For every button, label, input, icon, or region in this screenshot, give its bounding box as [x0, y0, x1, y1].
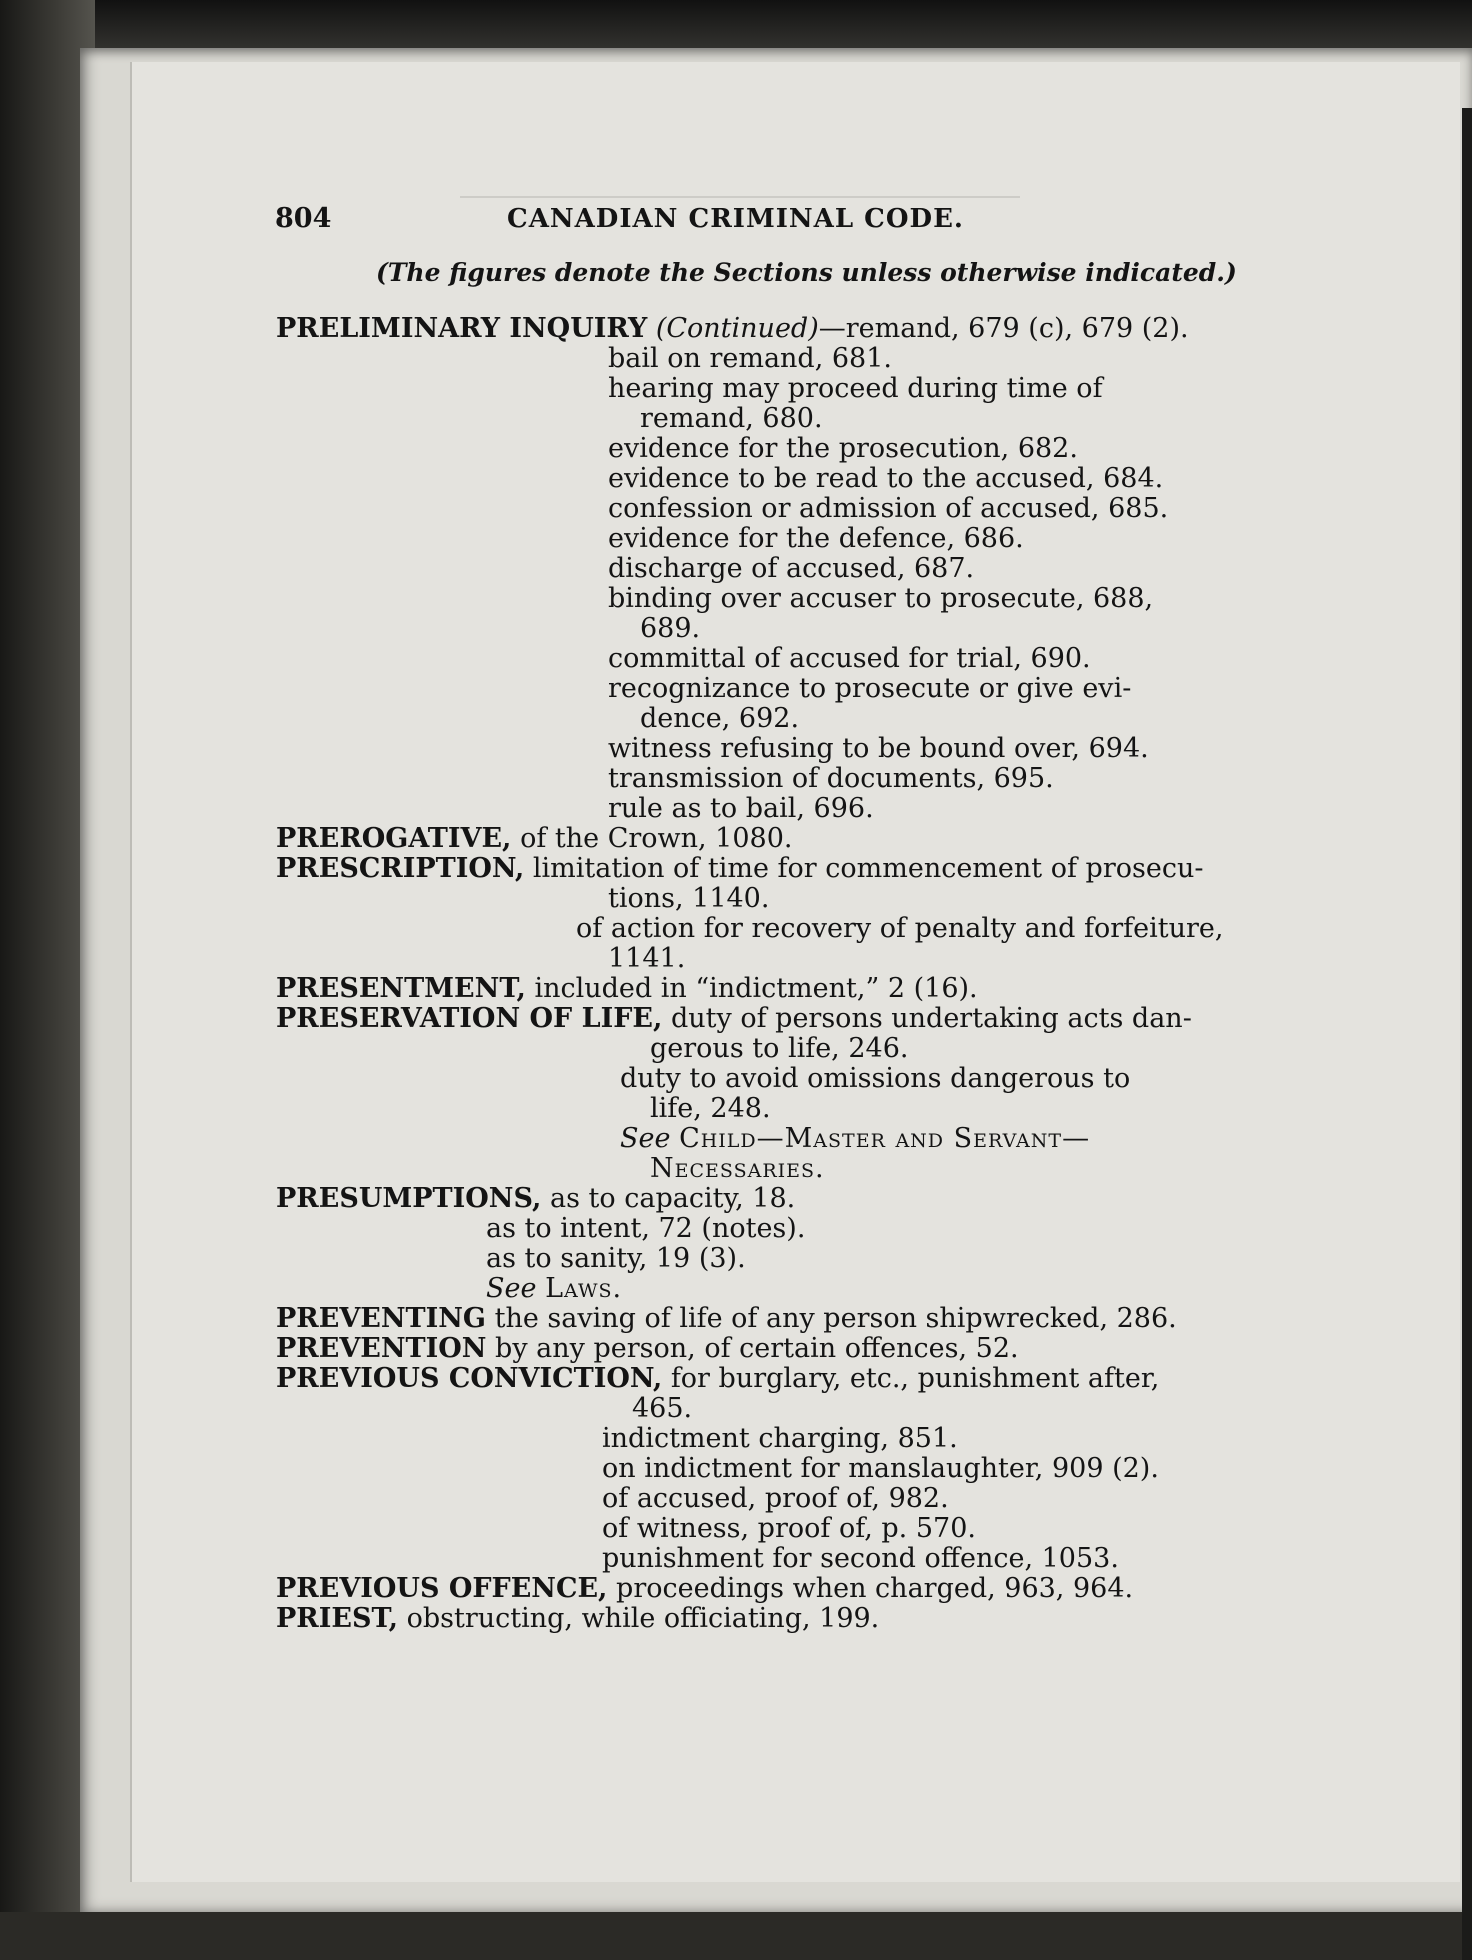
- subentry: committal of accused for trial, 690.: [608, 643, 1091, 674]
- entry-previous-conviction: [276, 1364, 1159, 1394]
- entry-preventing: [276, 1304, 1177, 1334]
- continued-mark: (Continued): [655, 313, 819, 344]
- subentry: punishment for second offence, 1053.: [602, 1543, 1119, 1574]
- entry-prerogative: [276, 824, 792, 854]
- entry-text: of the Crown, 1080.: [520, 823, 793, 854]
- subentry: discharge of accused, 687.: [608, 553, 975, 584]
- see-reference: [486, 1274, 622, 1304]
- entry-text: as to capacity, 18.: [550, 1183, 796, 1214]
- bleed-through-mark: [460, 178, 1020, 198]
- entry-preliminary-inquiry: [276, 314, 1189, 344]
- subentry: indictment charging, 851.: [602, 1423, 958, 1454]
- entry-text: the saving of life of any person shipwrecked, 286.: [494, 1303, 1177, 1334]
- subentry: of witness, proof of, p. 570.: [602, 1513, 976, 1544]
- entry-presumptions: [276, 1184, 795, 1214]
- book-page: [80, 48, 1472, 1912]
- entry-head: PREROGATIVE,: [276, 823, 512, 854]
- entry-head: PRESENTMENT,: [276, 973, 526, 1004]
- subentry: hearing may proceed during time of: [608, 373, 1103, 404]
- entry-text: proceedings when charged, 963, 964.: [616, 1573, 1134, 1604]
- subentry: gerous to life, 246.: [650, 1033, 909, 1064]
- entry-text: by any person, of certain offences, 52.: [495, 1333, 1019, 1364]
- subentry: 689.: [640, 613, 701, 644]
- entry-head: PRIEST,: [276, 1603, 398, 1634]
- page-right-edge: [1462, 108, 1472, 1960]
- subentry: evidence to be read to the accused, 684.: [608, 463, 1164, 494]
- entry-head: PREVENTING: [276, 1303, 486, 1334]
- subentry: dence, 692.: [640, 703, 800, 734]
- subentry: as to intent, 72 (notes).: [486, 1213, 806, 1244]
- see-reference: [620, 1124, 1090, 1154]
- see-target: Child—Master and Servant—: [679, 1123, 1091, 1154]
- entry-text: for burglary, etc., punishment after,: [670, 1363, 1160, 1394]
- entry-head: PREVIOUS OFFENCE,: [276, 1573, 608, 1604]
- entry-text: —remand, 679 (c), 679 (2).: [818, 313, 1189, 344]
- subentry: bail on remand, 681.: [608, 343, 893, 374]
- subentry: 1141.: [608, 943, 686, 974]
- see-word: See: [486, 1273, 537, 1304]
- subentry: rule as to bail, 696.: [608, 793, 874, 824]
- subentry: recognizance to prosecute or give evi-: [608, 673, 1132, 704]
- entry-text: limitation of time for commencement of prosecu-: [532, 853, 1204, 884]
- entry-prescription: [276, 854, 1203, 884]
- entry-preservation-of-life: [276, 1004, 1192, 1034]
- entry-text: included in “indictment,” 2 (16).: [534, 973, 978, 1004]
- entry-head: PREVIOUS CONVICTION,: [276, 1363, 663, 1394]
- subentry: tions, 1140.: [608, 883, 770, 914]
- subentry: confession or admission of accused, 685.: [608, 493, 1169, 524]
- subentry: on indictment for manslaughter, 909 (2).: [602, 1453, 1159, 1484]
- subentry: remand, 680.: [640, 403, 823, 434]
- entry-head: PRESERVATION OF LIFE,: [276, 1003, 663, 1034]
- entry-prevention: [276, 1334, 1019, 1364]
- running-head: CANADIAN CRIMINAL CODE.: [507, 204, 964, 234]
- entry-previous-offence: [276, 1574, 1133, 1604]
- subentry: evidence for the defence, 686.: [608, 523, 1024, 554]
- entry-head: PRESCRIPTION,: [276, 853, 525, 884]
- entry-head: PRESUMPTIONS,: [276, 1183, 542, 1214]
- entry-head: PREVENTION: [276, 1333, 487, 1364]
- subentry: witness refusing to be bound over, 694.: [608, 733, 1149, 764]
- entry-text: duty of persons undertaking acts dan-: [670, 1003, 1192, 1034]
- subentry: of action for recovery of penalty and forfeiture,: [576, 913, 1224, 944]
- subentry: evidence for the prosecution, 682.: [608, 433, 1078, 464]
- subentry: 465.: [632, 1393, 693, 1424]
- entry-head: PRELIMINARY INQUIRY: [276, 313, 648, 344]
- subentry: of accused, proof of, 982.: [602, 1483, 949, 1514]
- subentry: duty to avoid omissions dangerous to: [620, 1063, 1131, 1094]
- subentry: life, 248.: [650, 1093, 771, 1124]
- section-note: (The figures denote the Sections unless otherwise indicated.): [376, 258, 1237, 287]
- subentry: transmission of documents, 695.: [608, 763, 1054, 794]
- subentry: binding over accuser to prosecute, 688,: [608, 583, 1154, 614]
- entry-text: obstructing, while officiating, 199.: [406, 1603, 880, 1634]
- subentry: as to sanity, 19 (3).: [486, 1243, 746, 1274]
- entry-priest: [276, 1604, 879, 1634]
- see-target: Necessaries.: [650, 1153, 825, 1184]
- see-word: See: [620, 1123, 671, 1154]
- page-number: 804: [275, 203, 332, 234]
- see-target: Laws.: [545, 1273, 623, 1304]
- entry-presentment: [276, 974, 978, 1004]
